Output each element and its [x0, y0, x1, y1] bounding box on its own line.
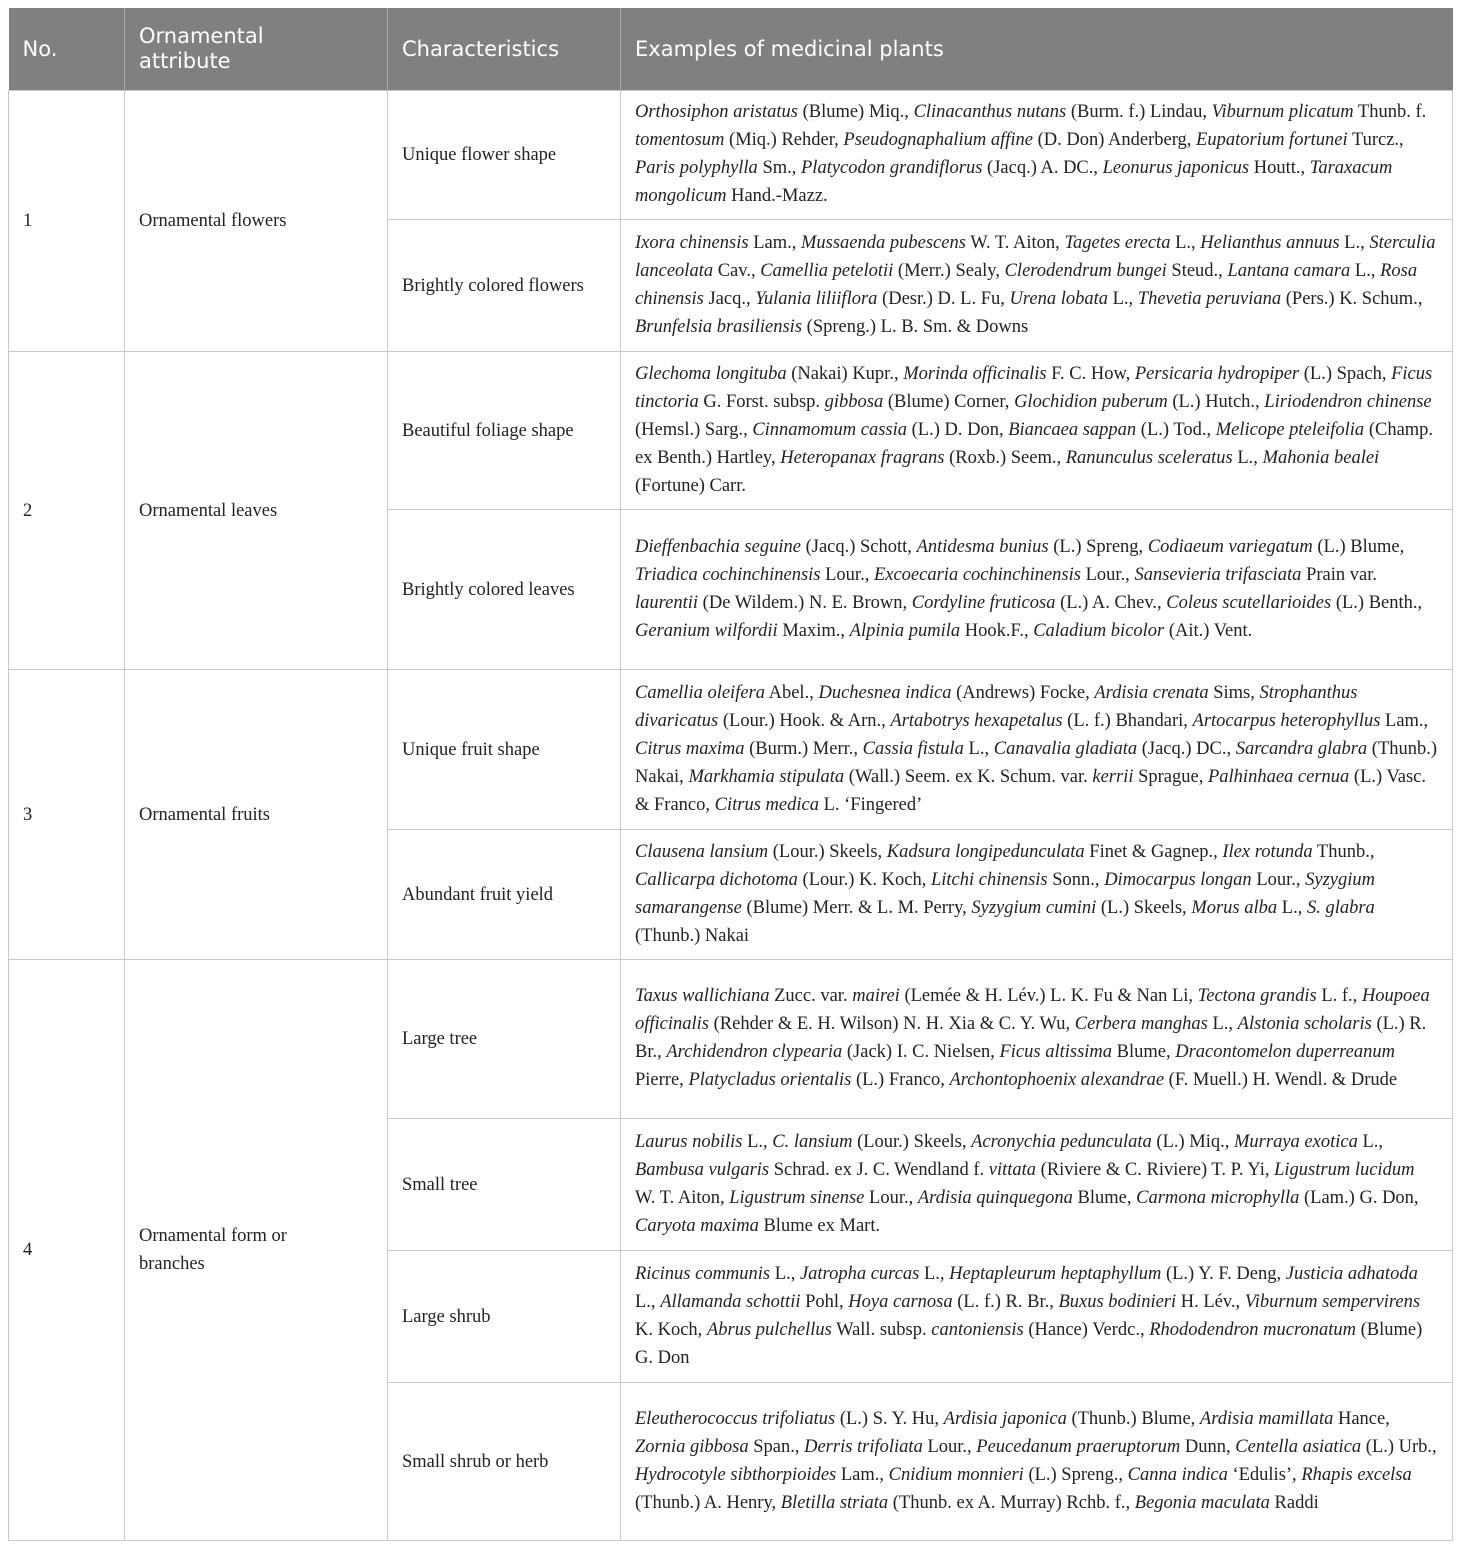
species-name: Platycladus orientalis	[688, 1070, 852, 1090]
authority-text: (Miq.) Rehder,	[724, 130, 844, 150]
species-name: Zornia gibbosa	[635, 1436, 749, 1457]
table-row	[9, 91, 1453, 220]
authority-text: (Spreng.) L. B. Sm. & Downs	[802, 316, 1029, 337]
species-name: Markhamia stipulata	[688, 766, 845, 787]
species-name: Syzygium cumini	[971, 897, 1097, 918]
species-name: Viburnum sempervirens	[1244, 1291, 1421, 1312]
plant-examples	[621, 670, 1453, 830]
authority-text: (Lour.) K. Koch,	[797, 869, 931, 890]
authority-text: W. T. Aiton,	[965, 232, 1065, 253]
species-name: Justicia adhatoda	[1285, 1263, 1418, 1284]
species-name: Camellia petelotii	[760, 260, 894, 281]
species-name: Eleutherococcus trifoliatus	[635, 1408, 836, 1429]
authority-text: (Blume) Merr. & L. M. Perry,	[741, 897, 972, 918]
authority-text: (Hemsl.) Sarg.,	[635, 419, 753, 440]
species-name: Artabotrys hexapetalus	[890, 710, 1063, 731]
plant-examples	[621, 1383, 1453, 1541]
authority-text: (L.) D. Don,	[907, 419, 1009, 440]
authority-text: L.,	[742, 1131, 773, 1152]
authority-text: (Lemée & H. Lév.) L. K. Fu & Nan Li,	[899, 986, 1198, 1006]
authority-text: Abel.,	[765, 682, 819, 703]
authority-text: L.,	[1339, 232, 1370, 253]
species-name: Strophanthus divaricatus	[635, 682, 1358, 731]
species-name: Clinacanthus nutans	[913, 102, 1067, 122]
authority-text: L.,	[1277, 897, 1307, 918]
authority-text: Cav.,	[713, 260, 761, 281]
plant-examples	[621, 510, 1453, 670]
species-name: Ricinus communis	[635, 1263, 771, 1284]
row-number: 4	[9, 960, 125, 1541]
species-name: Dieffenbachia seguine	[635, 536, 801, 557]
species-name: Paris polyphylla	[635, 158, 758, 178]
authority-text: (Jacq.) Schott,	[800, 536, 917, 557]
species-name: Tagetes erecta	[1064, 232, 1171, 253]
species-name: Ligustrum lucidum	[1274, 1159, 1415, 1180]
authority-text: Schrad. ex J. C. Wendland f.	[769, 1159, 989, 1180]
species-name: Carmona microphylla	[1136, 1187, 1300, 1208]
species-name: tomentosum	[635, 130, 725, 150]
authority-text: (L. f.) R. Br.,	[952, 1291, 1059, 1312]
table-body	[9, 91, 1453, 1541]
authority-text: L.,	[1170, 232, 1201, 253]
authority-text: Thunb.,	[1312, 841, 1375, 862]
authority-text: Hand.-Mazz.	[726, 186, 828, 206]
species-name: Laurus nobilis	[635, 1131, 743, 1152]
species-name: Archidendron clypearia	[666, 1042, 843, 1062]
authority-text: (L.) Y. F. Deng,	[1161, 1263, 1286, 1284]
plant-examples	[621, 91, 1453, 220]
authority-text: (L.) Benth.,	[1331, 592, 1423, 613]
header-attribute: Ornamental attribute	[125, 8, 388, 91]
species-name: Canna indica	[1127, 1464, 1228, 1485]
ornamental-attribute: Ornamental flowers	[125, 91, 388, 352]
species-name: Hydrocotyle sibthorpioides	[635, 1464, 837, 1485]
authority-text: Zucc. var.	[769, 986, 853, 1006]
authority-text: L.,	[1107, 288, 1138, 309]
authority-text: (L.) Hutch.,	[1167, 391, 1265, 412]
authority-text: W. T. Aiton,	[635, 1187, 730, 1208]
plant-examples	[621, 830, 1453, 960]
authority-text: (Hance) Verdc.,	[1023, 1319, 1150, 1340]
authority-text: L. f.,	[1316, 986, 1362, 1006]
species-name: Ilex rotunda	[1222, 841, 1313, 862]
species-name: Citrus medica	[714, 794, 819, 815]
authority-text: (Roxb.) Seem.,	[944, 447, 1066, 468]
authority-text: (L.) Blume,	[1312, 536, 1405, 557]
authority-text: (Jacq.) A. DC.,	[982, 158, 1103, 178]
authority-text: F. C. How,	[1046, 363, 1135, 384]
authority-text: (Lour.) Skeels,	[852, 1131, 972, 1152]
characteristic: Large shrub	[388, 1251, 621, 1383]
authority-text: G. Forst. subsp.	[698, 391, 825, 412]
authority-text: Houtt.,	[1249, 158, 1310, 178]
characteristic: Large tree	[388, 960, 621, 1119]
species-name: Brunfelsia brasiliensis	[635, 316, 803, 337]
authority-text: (Desr.) D. L. Fu,	[877, 288, 1010, 309]
species-name: Coleus scutellarioides	[1166, 592, 1332, 613]
species-name: Triadica cochinchinensis	[635, 564, 821, 585]
species-name: cantoniensis	[931, 1319, 1024, 1340]
species-name: Rosa chinensis	[635, 260, 1418, 309]
authority-text: Thunb. f.	[1353, 102, 1427, 122]
species-name: Thevetia peruviana	[1137, 288, 1282, 309]
species-name: Begonia maculata	[1134, 1492, 1270, 1513]
species-name: Houpoea officinalis	[635, 986, 1430, 1034]
authority-text: (L.) Spreng,	[1048, 536, 1148, 557]
authority-text: L. ‘Fingered’	[818, 794, 923, 815]
species-name: Ardisia mamillata	[1199, 1408, 1334, 1429]
authority-text: (L.) Vasc. & Franco,	[635, 766, 1427, 815]
species-name: Tectona grandis	[1197, 986, 1317, 1006]
authority-text: Sims,	[1208, 682, 1260, 703]
authority-text: Sonn.,	[1047, 869, 1105, 890]
species-name: Citrus maxima	[635, 738, 745, 759]
authority-text: (Burm.) Merr.,	[744, 738, 863, 759]
species-name: vittata	[988, 1159, 1037, 1180]
authority-text: (Fortune) Carr.	[635, 475, 746, 496]
species-name: Antidesma bunius	[916, 536, 1049, 557]
authority-text: Wall. subsp.	[831, 1319, 932, 1340]
plant-examples	[621, 220, 1453, 352]
authority-text: (Champ. ex Benth.) Hartley,	[635, 419, 1434, 468]
plant-examples	[621, 1251, 1453, 1383]
species-name: Heptapleurum heptaphyllum	[949, 1263, 1162, 1284]
authority-text: (Jacq.) DC.,	[1137, 738, 1236, 759]
ornamental-attribute: Ornamental form or branches	[125, 960, 388, 1541]
species-name: Melicope pteleifolia	[1215, 419, 1365, 440]
authority-text: (De Wildem.) N. E. Brown,	[698, 592, 912, 613]
species-name: Clausena lansium	[635, 841, 769, 862]
row-number: 2	[9, 352, 125, 670]
authority-text: K. Koch,	[635, 1319, 707, 1340]
species-name: C. lansium	[772, 1131, 853, 1152]
authority-text: (L.) Spreng.,	[1023, 1464, 1128, 1485]
species-name: Camellia oleifera	[635, 682, 765, 703]
authority-text: Lour.,	[864, 1187, 918, 1208]
authority-text: (Riviere & C. Riviere) T. P. Yi,	[1036, 1159, 1275, 1180]
species-name: Morinda officinalis	[903, 363, 1047, 384]
authority-text: Lour.,	[820, 564, 874, 585]
authority-text: Lour.,	[922, 1436, 977, 1457]
species-name: Orthosiphon aristatus	[635, 102, 798, 122]
authority-text: (L.) Spach,	[1299, 363, 1392, 384]
authority-text: Blume,	[1072, 1187, 1137, 1208]
authority-text: ‘Edulis’,	[1227, 1464, 1302, 1485]
species-name: Canavalia gladiata	[993, 738, 1138, 759]
species-name: Glochidion puberum	[1014, 391, 1168, 412]
species-name: Archontophoenix alexandrae	[949, 1070, 1165, 1090]
authority-text: (Merr.) Sealy,	[893, 260, 1005, 281]
species-name: Palhinhaea cernua	[1207, 766, 1350, 787]
authority-text: (Lour.) Skeels,	[768, 841, 887, 862]
species-name: Lantana camara	[1227, 260, 1351, 281]
table-header-row	[9, 8, 1453, 91]
authority-text: L.,	[770, 1263, 800, 1284]
authority-text: Lam.,	[748, 232, 801, 253]
authority-text: Pohl,	[800, 1291, 849, 1312]
authority-text: Steud.,	[1166, 260, 1228, 281]
header-no: No.	[9, 8, 125, 91]
plant-examples	[621, 352, 1453, 510]
authority-text: Hook.F.,	[960, 620, 1034, 641]
table-row	[9, 352, 1453, 510]
species-name: Mahonia bealei	[1262, 447, 1380, 468]
authority-text: (L. f.) Bhandari,	[1062, 710, 1193, 731]
species-name: Excoecaria cochinchinensis	[873, 564, 1081, 585]
species-name: Cnidium monnieri	[888, 1464, 1024, 1485]
authority-text: Span.,	[748, 1436, 805, 1457]
authority-text: (Nakai) Kupr.,	[786, 363, 904, 384]
species-name: Biancaea sappan	[1008, 419, 1137, 440]
authority-text: (Andrews) Focke,	[951, 682, 1095, 703]
characteristic: Unique fruit shape	[388, 670, 621, 830]
authority-text: (Lam.) G. Don,	[1299, 1187, 1419, 1208]
authority-text: (F. Muell.) H. Wendl. & Drude	[1164, 1070, 1398, 1090]
authority-text: (Pers.) K. Schum.,	[1281, 288, 1423, 309]
species-name: Leonurus japonicus	[1102, 158, 1250, 178]
characteristic: Abundant fruit yield	[388, 830, 621, 960]
species-name: Glechoma longituba	[635, 363, 787, 384]
table-row	[9, 670, 1453, 830]
species-name: Jatropha curcas	[799, 1263, 920, 1284]
authority-text: Raddi	[1269, 1492, 1319, 1513]
characteristic: Brightly colored leaves	[388, 510, 621, 670]
authority-text: (Thunb.) Nakai,	[635, 738, 1438, 787]
authority-text: (Thunb.) A. Henry,	[635, 1492, 781, 1513]
species-name: Artocarpus heterophyllus	[1192, 710, 1381, 731]
authority-text: (Blume) Corner,	[883, 391, 1015, 412]
authority-text: Maxim.,	[777, 620, 850, 641]
species-name: Rhapis excelsa	[1301, 1464, 1412, 1485]
species-name: Hoya carnosa	[848, 1291, 953, 1312]
authority-text: L.,	[1232, 447, 1263, 468]
species-name: mairei	[852, 986, 900, 1006]
authority-text: Lam.,	[836, 1464, 889, 1485]
species-name: Alpinia pumila	[849, 620, 961, 641]
species-name: Syzygium samarangense	[635, 869, 1376, 918]
authority-text: L.,	[1357, 1131, 1384, 1152]
species-name: gibbosa	[824, 391, 884, 412]
ornamental-attribute: Ornamental fruits	[125, 670, 388, 960]
species-name: Clerodendrum bungei	[1004, 260, 1167, 281]
species-name: Bletilla striata	[780, 1492, 889, 1513]
species-name: Callicarpa dichotoma	[635, 869, 798, 890]
authority-text: L.,	[919, 1263, 950, 1284]
authority-text: Jacq.,	[703, 288, 756, 309]
species-name: Ardisia crenata	[1094, 682, 1209, 703]
species-name: kerrii	[1092, 766, 1134, 787]
authority-text: H. Lév.,	[1176, 1291, 1245, 1312]
characteristic: Beautiful foliage shape	[388, 352, 621, 510]
species-name: Heteropanax fragrans	[780, 447, 945, 468]
authority-text: Lour.,	[1080, 564, 1135, 585]
species-name: Pseudognaphalium affine	[843, 130, 1033, 150]
authority-text: Lour.,	[1251, 869, 1306, 890]
species-name: Bambusa vulgaris	[635, 1159, 770, 1180]
species-name: Duchesnea indica	[818, 682, 952, 703]
species-name: Eupatorium fortunei	[1196, 130, 1348, 150]
species-name: Dimocarpus longan	[1104, 869, 1252, 890]
row-number: 1	[9, 91, 125, 352]
species-name: Abrus pulchellus	[706, 1319, 832, 1340]
authority-text: Finet & Gagnep.,	[1084, 841, 1223, 862]
species-name: Cordyline fruticosa	[911, 592, 1056, 613]
species-name: Geranium wilfordii	[635, 620, 778, 641]
species-name: Ardisia japonica	[943, 1408, 1067, 1429]
authority-text: (Burm. f.) Lindau,	[1066, 102, 1212, 122]
species-name: Liriodendron chinense	[1264, 391, 1432, 412]
species-name: Buxus bodinieri	[1058, 1291, 1177, 1312]
authority-text: (L.) Urb.,	[1361, 1436, 1437, 1457]
species-name: Mussaenda pubescens	[800, 232, 966, 253]
species-name: Allamanda schottii	[660, 1291, 801, 1312]
authority-text: (L.) R. Br.,	[635, 1014, 1427, 1062]
authority-text: (Wall.) Seem. ex K. Schum. var.	[844, 766, 1093, 787]
authority-text: Prain var.	[1301, 564, 1377, 585]
authority-text: (Blume) Miq.,	[797, 102, 914, 122]
species-name: Rhododendron mucronatum	[1149, 1319, 1356, 1340]
authority-text: (L.) Franco,	[851, 1070, 950, 1090]
species-name: Cassia fistula	[862, 738, 964, 759]
species-name: Cerbera manghas	[1074, 1014, 1208, 1034]
authority-text: L.,	[635, 1291, 661, 1312]
species-name: S. glabra	[1306, 897, 1375, 918]
species-name: Yulania liliiflora	[755, 288, 878, 309]
species-name: Derris trifoliata	[804, 1436, 923, 1457]
species-name: Ficus altissima	[999, 1042, 1113, 1062]
authority-text: Lam.,	[1380, 710, 1429, 731]
authority-text: (Thunb. ex A. Murray) Rchb. f.,	[888, 1492, 1135, 1513]
species-name: Ficus tinctoria	[635, 363, 1433, 412]
characteristic: Brightly colored flowers	[388, 220, 621, 352]
header-characteristics: Characteristics	[388, 8, 621, 91]
authority-text: (Blume) G. Don	[635, 1319, 1423, 1368]
species-name: Sansevieria trifasciata	[1134, 564, 1302, 585]
authority-text: Pierre,	[635, 1070, 689, 1090]
species-name: Sarcandra glabra	[1235, 738, 1368, 759]
medicinal-plants-table	[8, 8, 1453, 1541]
species-name: Kadsura longipedunculata	[886, 841, 1085, 862]
authority-text: (L.) S. Y. Hu,	[835, 1408, 944, 1429]
row-number: 3	[9, 670, 125, 960]
species-name: Acronychia pedunculata	[971, 1131, 1152, 1152]
authority-text: (Lour.) Hook. & Arn.,	[718, 710, 891, 731]
authority-text: Dunn,	[1180, 1436, 1236, 1457]
species-name: Codiaeum variegatum	[1147, 536, 1313, 557]
authority-text: L.,	[1207, 1014, 1238, 1034]
authority-text: (L.) Skeels,	[1096, 897, 1192, 918]
authority-text: (Thunb.) Blume,	[1066, 1408, 1200, 1429]
characteristic: Small tree	[388, 1119, 621, 1251]
authority-text: Hance,	[1333, 1408, 1390, 1429]
species-name: Viburnum plicatum	[1211, 102, 1354, 122]
authority-text: Blume,	[1112, 1042, 1176, 1062]
species-name: Helianthus annuus	[1200, 232, 1340, 253]
ornamental-attribute: Ornamental leaves	[125, 352, 388, 670]
species-name: laurentii	[635, 592, 699, 613]
authority-text: (D. Don) Anderberg,	[1033, 130, 1197, 150]
characteristic: Small shrub or herb	[388, 1383, 621, 1541]
species-name: Murraya exotica	[1234, 1131, 1358, 1152]
species-name: Caladium bicolor	[1033, 620, 1165, 641]
authority-text: Blume ex Mart.	[758, 1215, 881, 1236]
species-name: Litchi chinensis	[930, 869, 1048, 890]
authority-text: Sprague,	[1133, 766, 1208, 787]
species-name: Ranunculus sceleratus	[1065, 447, 1233, 468]
authority-text: (Thunb.) Nakai	[635, 925, 750, 946]
authority-text: (L.) A. Chev.,	[1055, 592, 1167, 613]
species-name: Urena lobata	[1009, 288, 1108, 309]
species-name: Ligustrum sinense	[729, 1187, 865, 1208]
table-row	[9, 960, 1453, 1119]
species-name: Caryota maxima	[635, 1215, 759, 1236]
authority-text: (L.) Tod.,	[1136, 419, 1216, 440]
species-name: Alstonia scholaris	[1237, 1014, 1372, 1034]
plant-examples	[621, 1119, 1453, 1251]
authority-text: (Jack) I. C. Nielsen,	[842, 1042, 1000, 1062]
species-name: Peucedanum praeruptorum	[976, 1436, 1181, 1457]
species-name: Ardisia quinquegona	[917, 1187, 1073, 1208]
authority-text: (Ait.) Vent.	[1164, 620, 1253, 641]
species-name: Dracontomelon duperreanum	[1175, 1042, 1395, 1062]
plant-examples	[621, 960, 1453, 1119]
species-name: Taraxacum mongolicum	[635, 158, 1393, 206]
species-name: Taxus wallichiana	[635, 986, 770, 1006]
species-name: Persicaria hydropiper	[1134, 363, 1300, 384]
authority-text: Turcz.,	[1347, 130, 1404, 150]
authority-text: L.,	[963, 738, 994, 759]
characteristic: Unique flower shape	[388, 91, 621, 220]
species-name: Morus alba	[1191, 897, 1278, 918]
species-name: Cinnamomum cassia	[752, 419, 908, 440]
species-name: Ixora chinensis	[635, 232, 749, 253]
species-name: Centella asiatica	[1235, 1436, 1362, 1457]
species-name: Sterculia lanceolata	[635, 232, 1436, 281]
authority-text: L.,	[1350, 260, 1381, 281]
authority-text: (L.) Miq.,	[1151, 1131, 1235, 1152]
header-examples: Examples of medicinal plants	[621, 8, 1453, 91]
authority-text: (Rehder & E. H. Wilson) N. H. Xia & C. Y. Wu,	[709, 1014, 1075, 1034]
authority-text: Sm.,	[757, 158, 801, 178]
species-name: Platycodon grandiflorus	[801, 158, 983, 178]
